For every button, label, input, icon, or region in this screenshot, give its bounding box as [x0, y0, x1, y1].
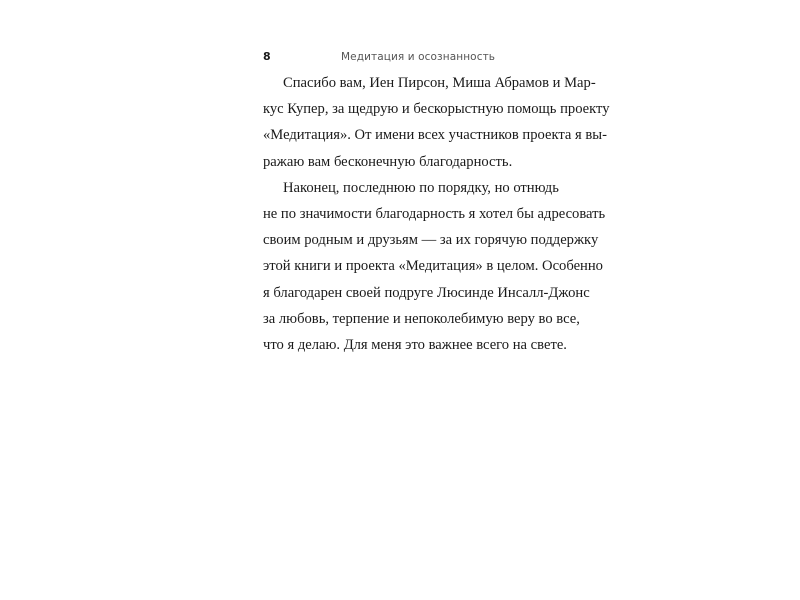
text-line: что я делаю. Для меня это важнее всего на свете. [263, 336, 567, 353]
text-line: я благодарен своей подруге Люсинде Инсалл-Джонс [263, 284, 590, 301]
page-number: 8 [263, 50, 271, 63]
text-line: ражаю вам бесконечную благодарность. [263, 153, 513, 170]
paragraph-acknowledgment-1 [263, 70, 610, 175]
text-line: «Медитация». От имени всех участников проекта я вы- [263, 127, 607, 144]
running-header [263, 50, 553, 68]
body-text [263, 70, 610, 358]
text-line: Спасибо вам, Иен Пирсон, Миша Абрамов и Мар- [283, 75, 596, 91]
text-line: своим родным и друзьям — за их горячую поддержку [263, 232, 599, 249]
text-line: этой книги и проекта «Медитация» в целом. Особенно [263, 258, 603, 275]
text-line: Наконец, последнюю по порядку, но отнюдь [283, 179, 559, 196]
text-line: не по значимости благодарность я хотел бы адресовать [263, 205, 606, 222]
text-line: кус Купер, за щедрую и бескорыстную помощь проекту [263, 101, 610, 118]
running-title: Медитация и осознанность [341, 51, 496, 63]
paragraph-acknowledgment-2 [263, 175, 606, 358]
text-line: за любовь, терпение и непоколебимую веру во все, [263, 310, 580, 327]
